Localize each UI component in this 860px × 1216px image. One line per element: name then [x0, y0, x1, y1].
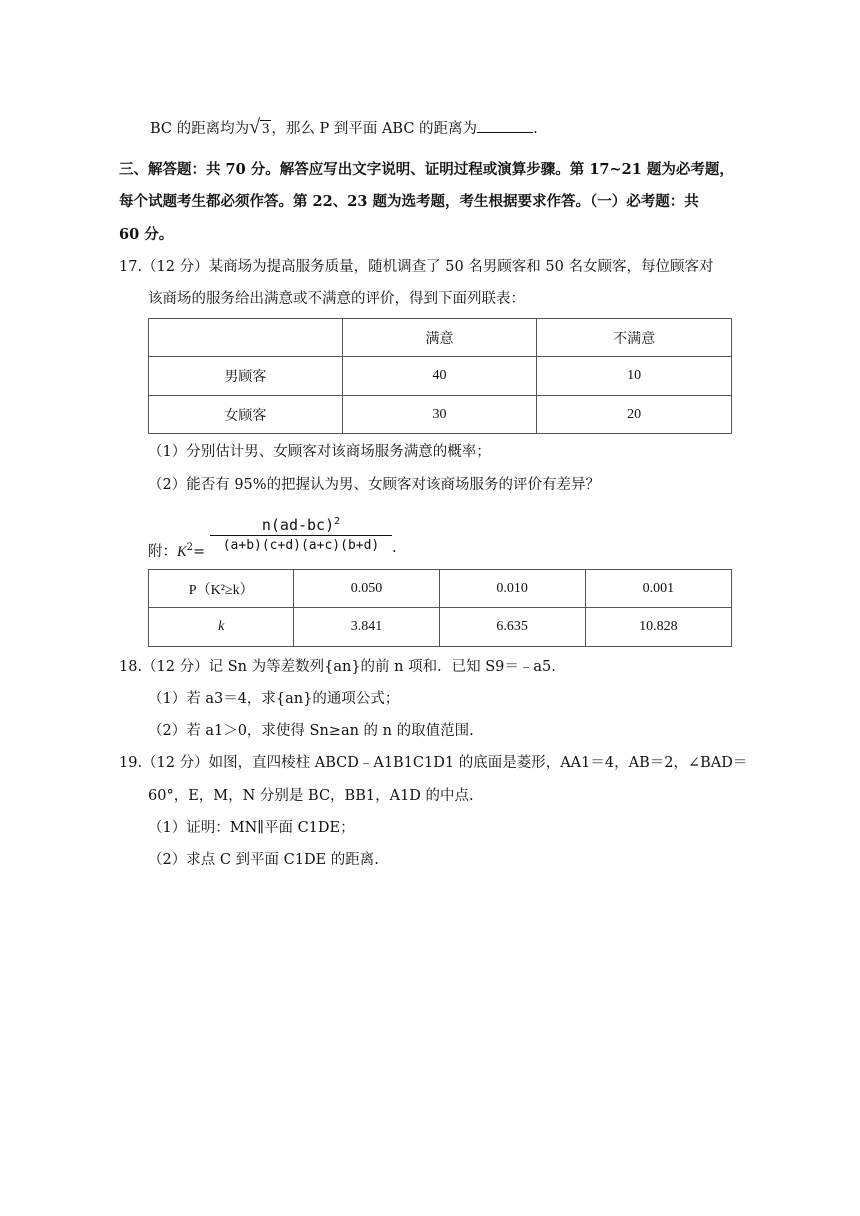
contingency-table: [148, 318, 732, 434]
top-line-suffix: ，那么 P 到平面 ABC 的距离为: [271, 121, 478, 137]
table-row: [149, 396, 732, 434]
formula-fraction: [210, 512, 392, 556]
formula-numerator: n(ad-bc): [261, 516, 335, 534]
table-cell: 10: [537, 357, 732, 396]
section3-line3: 60 分。: [119, 226, 174, 243]
k-table: [148, 569, 732, 647]
table-cell: 20: [537, 396, 732, 434]
table-cell: 0.050: [294, 570, 439, 608]
table-cell: 男顾客: [149, 357, 343, 396]
table-cell: 0.001: [585, 570, 731, 608]
q19-sub2: （2）求点 C 到平面 C1DE 的距离.: [148, 852, 379, 868]
table-header-cell: [149, 319, 343, 357]
formula-k-sup: 2: [186, 542, 194, 553]
table-cell: 10.828: [585, 608, 731, 647]
sqrt-symbol: √ 3: [249, 116, 270, 138]
q19-sub1: （1）证明：MN∥平面 C1DE；: [148, 820, 355, 836]
formula-denominator: (a+b)(c+d)(a+c)(b+d): [210, 535, 392, 556]
formula-numerator-sup: 2: [334, 516, 341, 527]
q19-line2: 60°，E，M，N 分别是 BC，BB1，A1D 的中点.: [148, 788, 474, 804]
q17-sub2: （2）能否有 95%的把握认为男、女顾客对该商场服务的评价有差异？: [148, 477, 601, 493]
q17-sub1: （1）分别估计男、女顾客对该商场服务满意的概率；: [148, 444, 491, 460]
formula-prefix: [148, 538, 205, 562]
q18-line1: 18.（12 分）记 Sn 为等差数列{an}的前 n 项和．已知 S9＝﹣a5.: [119, 659, 556, 675]
section3-line2: 每个试题考生都必须作答。第 22、23 题为选考题，考生根据要求作答。（一）必考题：共: [119, 193, 699, 210]
top-line-end: .: [533, 121, 538, 137]
q17-line2: 该商场的服务给出满意或不满意的评价，得到下面列联表：: [148, 291, 525, 307]
table-row: [149, 608, 732, 647]
table-row: [149, 570, 732, 608]
q19-line1: 19.（12 分）如图，直四棱柱 ABCD﹣A1B1C1D1 的底面是菱形，AA1＝4，AB＝2，∠BAD＝: [119, 755, 748, 771]
table-header-cell: 满意: [342, 319, 537, 357]
k-table-head: k: [149, 608, 294, 647]
top-line: [150, 117, 538, 139]
sqrt-radicand: 3: [262, 121, 270, 137]
section3-line1: 三、解答题：共 70 分。解答应写出文字说明、证明过程或演算步骤。第 17~21 题为必考题，: [119, 161, 734, 178]
formula-eq: =: [193, 543, 206, 560]
q17-line1: 17.（12 分）某商场为提高服务质量，随机调查了 50 名男顾客和 50 名女顾客，每位顾客对: [119, 259, 714, 275]
answer-blank: [477, 118, 533, 133]
table-header-cell: 不满意: [537, 319, 732, 357]
formula-k: K: [177, 543, 187, 560]
q18-sub2: （2）若 a1＞0，求使得 Sn≥an 的 n 的取值范围.: [148, 723, 474, 739]
k-table-head: P（K²≥k）: [149, 570, 294, 608]
table-cell: 3.841: [294, 608, 439, 647]
table-cell: 6.635: [439, 608, 585, 647]
table-cell: 40: [342, 357, 537, 396]
q18-sub1: （1）若 a3＝4，求{an}的通项公式；: [148, 691, 400, 707]
formula-end: .: [392, 540, 397, 556]
table-cell: 30: [342, 396, 537, 434]
table-cell: 女顾客: [149, 396, 343, 434]
formula-prefix-text: 附：: [148, 543, 177, 560]
table-cell: 0.010: [439, 570, 585, 608]
table-row: [149, 357, 732, 396]
top-line-prefix: BC 的距离均为: [150, 121, 250, 137]
